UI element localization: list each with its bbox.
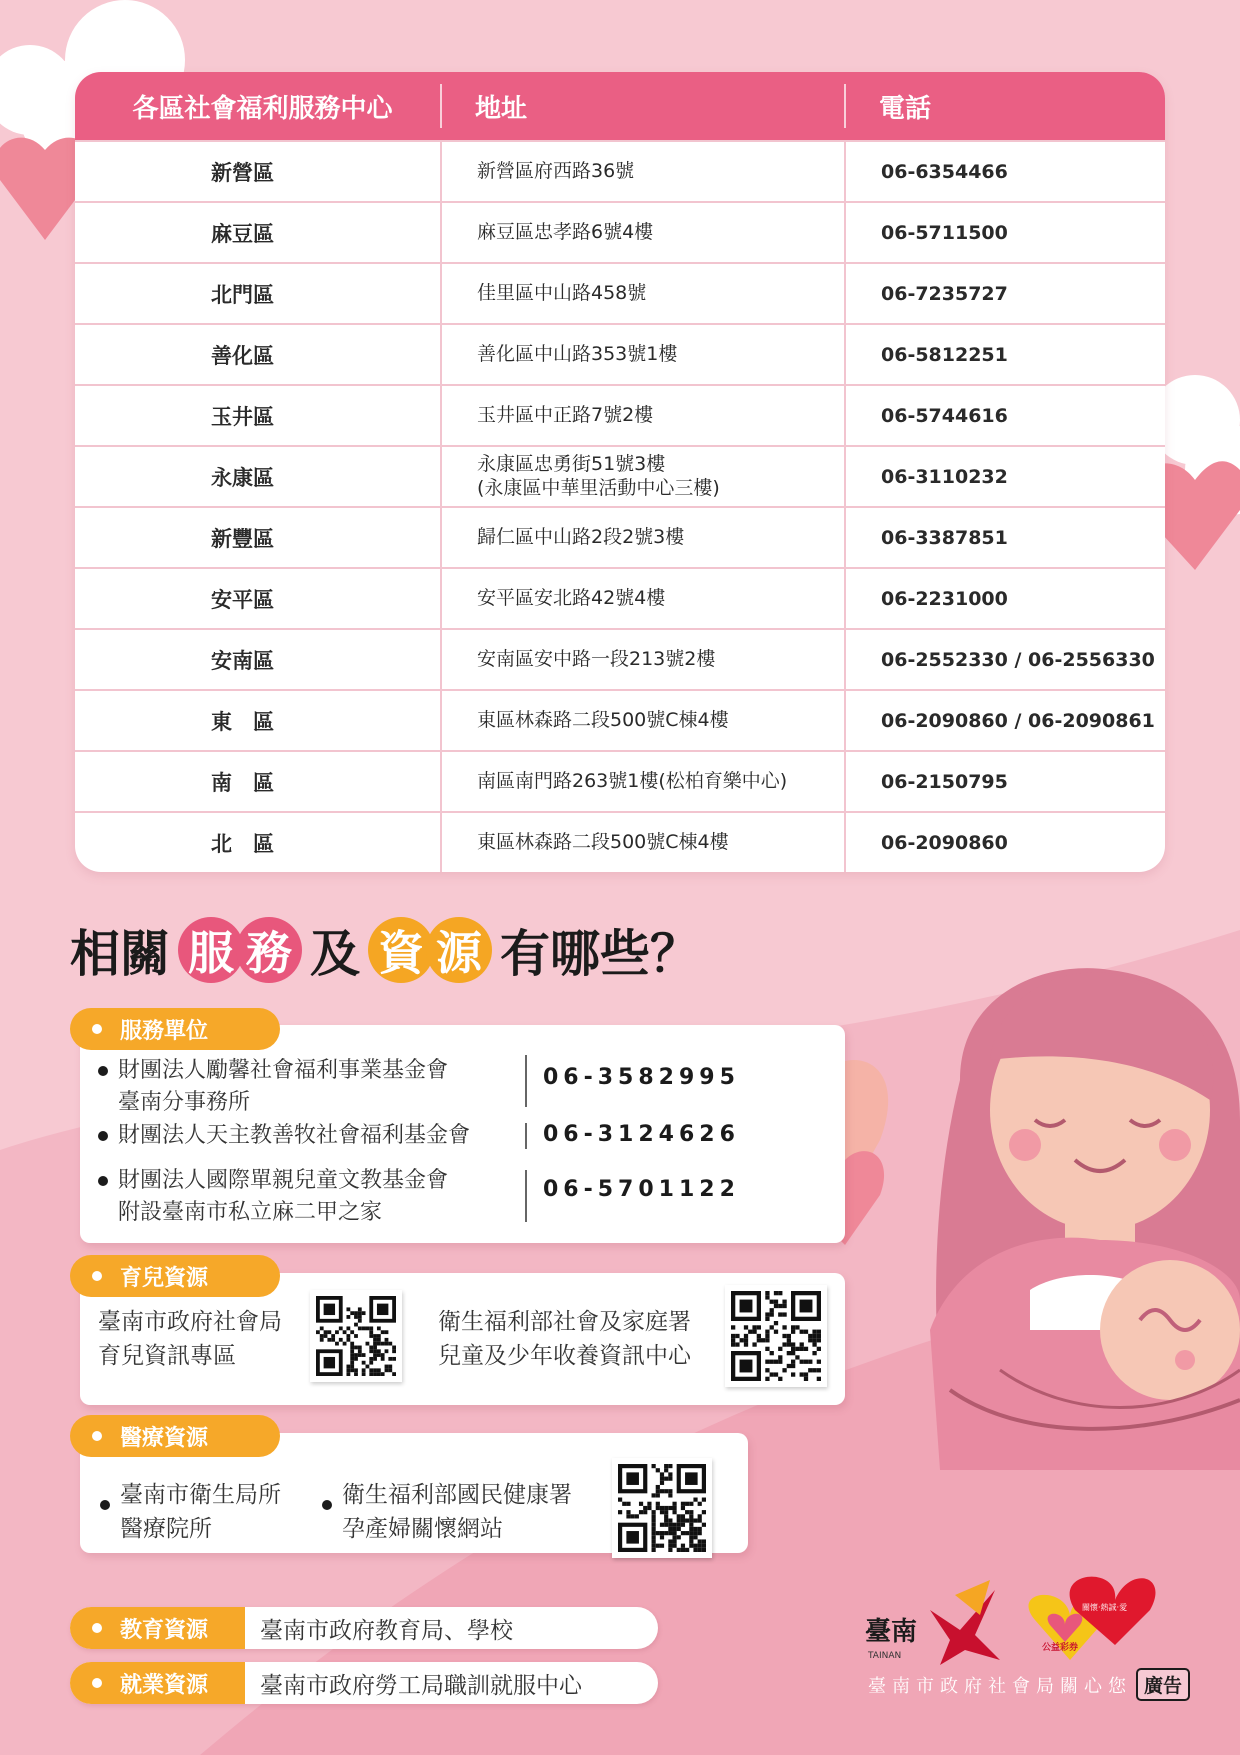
address-line: 玉井區中正路7號2樓 (477, 403, 654, 426)
resources-heading (70, 895, 700, 1005)
district-cell: 東 區 (211, 709, 274, 734)
district-cell: 安平區 (211, 587, 274, 612)
phone-cell: 06-5744616 (844, 386, 1165, 445)
tainan-logo (860, 1570, 1190, 1670)
table-body (75, 140, 1165, 872)
address-cell (440, 447, 844, 506)
childcare-left-line1: 臺南市政府社會局 (98, 1309, 282, 1335)
address-line: 新營區府西路36號 (477, 159, 635, 182)
service-phone: 06-3582995 (543, 1065, 740, 1090)
phone-cell: 06-7235727 (844, 264, 1165, 323)
address-cell (440, 752, 844, 811)
address-line: 東區林森路二段500號C棟4樓 (477, 708, 729, 731)
medical-left-line1: 臺南市衛生局所 (120, 1482, 281, 1508)
lottery-text: 公益彩券 (1042, 1643, 1079, 1653)
logo-subtext: TAINAN (868, 1651, 902, 1661)
address-line: 南區南門路263號1樓(松柏育樂中心) (477, 769, 788, 792)
table-row (75, 689, 1165, 750)
address-cell (440, 691, 844, 750)
medical-right-line2: 孕產婦關懷網站 (342, 1516, 503, 1542)
address-line: 東區林森路二段500號C棟4樓 (477, 830, 729, 853)
district-cell: 玉井區 (211, 404, 274, 429)
childcare-left-line2: 育兒資訊專區 (98, 1343, 236, 1369)
medical-left-line2: 醫療院所 (120, 1516, 212, 1542)
footer-caption: 臺南市政府社會局關心您 廣告 (868, 1668, 1190, 1701)
table-row (75, 750, 1165, 811)
address-line: 善化區中山路353號1樓 (477, 342, 678, 365)
phone-cell: 06-2231000 (844, 569, 1165, 628)
childcare-right-line2: 兒童及少年收養資訊中心 (438, 1343, 691, 1369)
address-cell (440, 813, 844, 872)
medical-right-line1: 衛生福利部國民健康署 (342, 1482, 572, 1508)
heading-char-3: 資 (368, 917, 434, 983)
childcare-label: 育兒資源 (70, 1255, 280, 1297)
heading-mid: 及 (310, 925, 360, 983)
heading-suffix: 有哪些？ (500, 925, 700, 983)
phone-cell: 06-3110232 (844, 447, 1165, 506)
qr-code-social-bureau[interactable] (310, 1290, 402, 1382)
address-line: 永康區忠勇街51號3樓 (477, 452, 666, 475)
phone-cell: 06-2552330 / 06-2556330 (844, 630, 1165, 689)
header-center: 各區社會福利服務中心 (132, 93, 393, 124)
table-row (75, 140, 1165, 201)
table-row (75, 567, 1165, 628)
qr-code-adoption-center[interactable] (725, 1285, 827, 1387)
phone-cell: 06-2090860 (844, 813, 1165, 872)
employment-row (70, 1662, 658, 1704)
table-row (75, 506, 1165, 567)
service-item: 財團法人天主教善牧社會福利基金會 (98, 1120, 470, 1152)
address-cell (440, 386, 844, 445)
district-cell: 麻豆區 (211, 221, 274, 246)
district-cell: 永康區 (211, 465, 274, 490)
service-phone: 06-5701122 (543, 1177, 740, 1202)
table-header (75, 72, 1165, 140)
address-line: 安平區安北路42號4樓 (477, 586, 666, 609)
education-text: 臺南市政府教育局、學校 (260, 1617, 513, 1644)
mother-illustration (930, 968, 1240, 1470)
address-cell (440, 203, 844, 262)
phone-cell: 06-5711500 (844, 203, 1165, 262)
service-phone: 06-3124626 (543, 1122, 740, 1147)
qr-code-health-website[interactable] (612, 1458, 712, 1558)
phone-cell: 06-6354466 (844, 142, 1165, 201)
heading-prefix: 相關 (70, 925, 170, 983)
table-row (75, 811, 1165, 872)
address-cell (440, 142, 844, 201)
table-row (75, 384, 1165, 445)
services-card (80, 1025, 845, 1243)
table-row (75, 323, 1165, 384)
childcare-right-line1: 衛生福利部社會及家庭署 (438, 1309, 691, 1335)
address-line: 麻豆區忠孝路6號4樓 (477, 220, 654, 243)
logo-text: 臺南 (865, 1617, 918, 1647)
address-line: 安南區安中路一段213號2樓 (477, 647, 716, 670)
service-item: 財團法人國際單親兒童文教基金會 附設臺南市私立麻二甲之家 (98, 1165, 448, 1229)
employment-text: 臺南市政府勞工局職訓就服中心 (260, 1672, 582, 1699)
ad-badge: 廣告 (1136, 1668, 1190, 1701)
header-address: 地址 (440, 72, 844, 140)
district-cell: 北門區 (211, 282, 274, 307)
district-cell: 北 區 (211, 831, 274, 856)
district-cell: 新豐區 (211, 526, 274, 551)
address-cell (440, 508, 844, 567)
table-row (75, 445, 1165, 506)
heading-char-4: 源 (426, 917, 492, 983)
heart-text: 關懷‧熱誠‧愛 (1082, 1603, 1128, 1612)
education-label: 教育資源 (120, 1617, 209, 1643)
phone-cell: 06-5812251 (844, 325, 1165, 384)
phone-cell: 06-2090860 / 06-2090861 (844, 691, 1165, 750)
table-row (75, 628, 1165, 689)
service-item: 財團法人勵馨社會福利事業基金會 臺南分事務所 (98, 1055, 448, 1119)
employment-label: 就業資源 (120, 1672, 209, 1698)
address-line: 佳里區中山路458號 (477, 281, 647, 304)
address-cell (440, 630, 844, 689)
address-cell (440, 325, 844, 384)
district-cell: 新營區 (211, 160, 274, 185)
service-center-table (75, 72, 1165, 872)
address-line-2: (永康區中華里活動中心三樓) (477, 476, 720, 499)
medical-label: 醫療資源 (70, 1415, 280, 1457)
district-cell: 善化區 (211, 343, 274, 368)
services-label: 服務單位 (70, 1008, 280, 1050)
address-line: 歸仁區中山路2段2號3樓 (477, 525, 685, 548)
heading-char-1: 服 (178, 917, 244, 983)
header-phone: 電話 (844, 72, 1165, 140)
heading-char-2: 務 (236, 917, 302, 983)
address-cell (440, 264, 844, 323)
phone-cell: 06-2150795 (844, 752, 1165, 811)
education-row (70, 1607, 658, 1649)
district-cell: 南 區 (211, 770, 274, 795)
table-row (75, 201, 1165, 262)
address-cell (440, 569, 844, 628)
table-row (75, 262, 1165, 323)
district-cell: 安南區 (211, 648, 274, 673)
phone-cell: 06-3387851 (844, 508, 1165, 567)
